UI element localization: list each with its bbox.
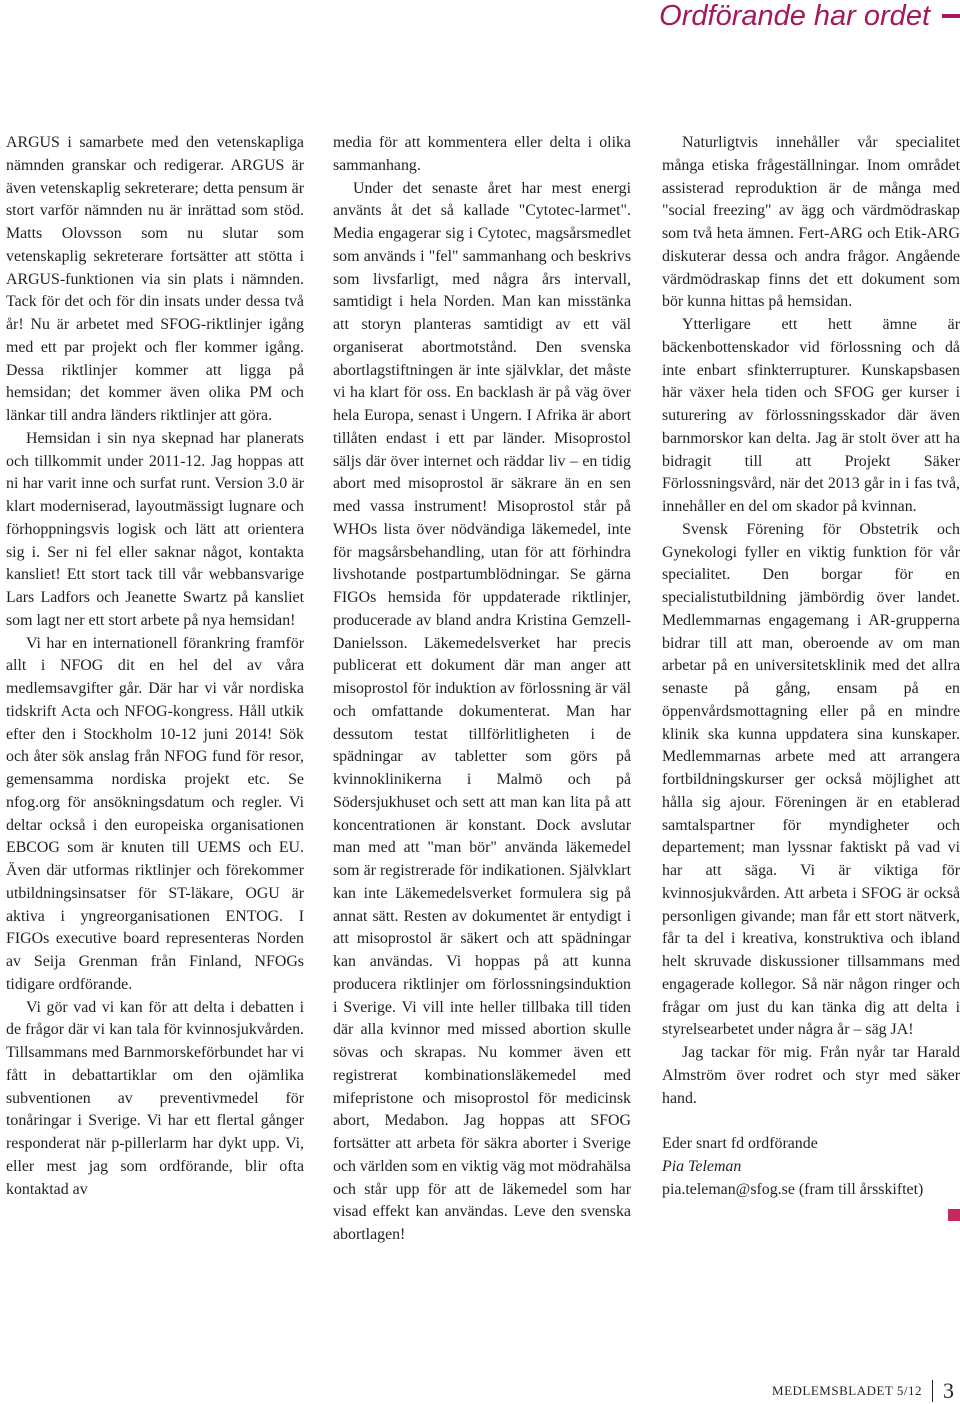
section-title-text: Ordförande har ordet xyxy=(659,0,930,32)
article-column-1 xyxy=(6,132,304,1201)
publication-name: MEDLEMSBLADET 5/12 xyxy=(772,1383,922,1398)
paragraph: ARGUS i samarbete med den vetenskapliga nämnden granskar och redigerar. ARGUS är även vetenskaplig sekreterare; detta pensum är stort varför nämnden nu är inrättad som stöd. Matts Olovsson som nu slutar som vetenskaplig sekreterare fortsätter att stötta i ARGUS-funktionen via sin plats i nämnden. Tack för det och för din insats under dessa två år! Nu är arbetet med SFOG-riktlinjer igång med ett par projekt och fler kommer igång. Dessa riktlinjer kommer att ligga på hemsidan; det kommer även olika PM och länkar till andra länders riktlinjer att göra. xyxy=(6,134,304,424)
title-dash-mark xyxy=(942,14,960,18)
paragraph: Ytterligare ett hett ämne är bäckenbottenskador vid förlossning och då inte enbart sfinkterrupturer. Kunskapsbasen här växer hela tiden och SFOG ger kurser i suturering av förlossningsskador där även barnmorskor kan delta. Jag är stolt över att ha bidragit till att Projekt Säker Förlossningsvård, när det 2013 går in i fas två, innehåller en del om skador på kvinnan. xyxy=(662,316,960,515)
paragraph: Naturligtvis innehåller vår specialitet många etiska frågeställningar. Inom området assisterad reproduktion är de många med "social freezing" av ägg och värdmödraskap som två heta ämnen. Fert-ARG och Etik-ARG diskuterar dessa och andra frågor. Angående värdmödraskap finns det ett dokument som bör kunna hittas på hemsidan. xyxy=(662,134,960,311)
paragraph: Vi har en internationell förankring framför allt i NFOG dit en hel del av våra medlemsavgifter går. Där har vi vår nordiska tidskrift Acta och NFOG-kongress. Håll utkik efter den i Stockholm 10-12 juni 2014! Sök och åter sök anslag från NFOG fund för resor, gemensamma nordiska projekt etc. Se nfog.org för ansökningsdatum och regler. Vi deltar också i den europeiska organisationen EBCOG som är knuten till UEMS och EU. Även där utformas riktlinjer och förekommer utbildningsinsatser för ST-läkare, OGU är aktiva i yngreorganisationen ENTOG. I FIGOs executive board representeras Norden av Seija Grenman från Finland, NFOGs tidigare ordförande. xyxy=(6,634,304,993)
page-footer xyxy=(772,1378,954,1404)
paragraph: Jag tackar för mig. Från nyår tar Harald Almström över rodret och styr med säker hand. xyxy=(662,1044,960,1107)
email-line: pia.teleman@sfog.se (fram till årsskiftet) xyxy=(662,1180,924,1198)
signoff-line: Eder snart fd ordförande xyxy=(662,1135,818,1152)
article-column-2 xyxy=(333,132,631,1247)
spacer xyxy=(662,1110,960,1133)
page-number: 3 xyxy=(943,1378,954,1403)
paragraph: Vi gör vad vi kan för att delta i debatten i de frågor där vi kan tala för kvinnosjukvården. Tillsammans med Barnmorskeförbundet har vi fått in debattartiklar om den ojämlika subventionen av preventivmedel för tonåringar i Sverige. Vi har ett flertal gånger responderat när p-pillerlarm har dykt upp. Vi, eller mest jag som ordförande, blir ofta kontaktad av xyxy=(6,998,304,1198)
paragraph: Svensk Förening för Obstetrik och Gynekologi fyller en viktig funktion för vår specialitet. Den borgar för en specialistutbildning jämbördig över landet. Medlemmarnas engagemang i AR-grupperna bidrar till att man, oberoende av om man arbetar på en universitetsklinik med det allra senaste på gång, ensam på en öppenvårdsmottagning eller på en mindre klinik ska kunna uppdatera sina kunskaper. Medlemmarnas arbete med att arrangera fortbildningskurser ger också möjlighet att hålla sig ajour. Föreningen är en etablerad samtalspartner för myndigheter och departement; man lyssnar faktiskt på vad vi har att säga. Vi är viktiga för kvinnosjukvården. Att arbeta i SFOG är också personligen givande; man får ett stort nätverk, får ta del i kreativa, konstruktiva och ibland helt skruvade diskussioner tillsammans med engagerade kollegor. Så när någon ringer och frågar om just du kan tänka dig att delta i styrelsearbetet under några år – säg JA! xyxy=(662,520,960,1039)
signature-name: Pia Teleman xyxy=(662,1157,742,1175)
paragraph: media för att kommentera eller delta i olika sammanhang. xyxy=(333,134,631,174)
paragraph: Hemsidan i sin nya skepnad har planerats och tillkommit under 2011-12. Jag hoppas att ni har varit inne och surfat runt. Version 3.0 är klart moderniserad, layoutmässigt lugnare och förhoppningsvis logisk och lätt att orientera sig i. Ser ni fel eller saknar något, kontakta kansliet! Ett stort tack till vår webbansvarige Lars Ladfors och Jeanette Swartz på kansliet som lagt ner ett stort arbete på nya hemsidan! xyxy=(6,429,304,629)
article-column-3 xyxy=(662,132,960,1221)
article-end-square-icon xyxy=(948,1209,960,1221)
page-section-title xyxy=(560,0,960,32)
paragraph: Under det senaste året har mest energi använts åt det så kallade "Cytotec-larmet". Media engagerar sig i Cytotec, magsårsmedlet som används i "fel" sammanhang och beskrivs som livsfarligt, med några års intervall, samtidigt i hela Norden. Man kan misstänka att storyn planteras samtidigt av ett väl organiserat abortmotstånd. Den svenska abortlagstiftningen är inte självklar, det måste vi ha klart för oss. En backlash är på väg över hela Europa, senast i Ungern. I Afrika är abort tillåten endast i ett par länder. Misoprostol säljs där över internet och räddar liv – en tidig abort med misoprostol är säkrare än en sen med vassa instrument! Misoprostol står på WHOs lista över nödvändiga läkemedel, inte för magsårsbehandling, utan för att förhindra livshotande postpartumblödningar. Se gärna FIGOs hemsida för uppdaterade riktlinjer, producerade av bland andra Kristina Gemzell-Danielsson. Läkemedelsverket har precis publicerat ett dokument där man anger att misoprostol för induktion av förlossning är väl och omfattande dokumenterat. Man har dessutom testat tillförlitligheten i de spädningar av tabletter som görs på kvinnoklinikerna i Malmö och på Södersjukhuset och sett att man kan lita på att koncentrationen är konstant. Dock avslutar man med att "man bör" använda läkemedel som är registrerade för indikationen. Självklart kan inte Läkemedelsverket formulera sig på annat sätt. Resten av dokumentet är entydigt i att misoprostol är säkert och att spädningar kan användas. Vi hoppas på att kunna producera riktlinjer om förlossningsinduktion i Sverige. Vi vill inte heller tillbaka till tiden där alla kvinnor med missed abortion skulle sövas och skrapas. Nu kommer även ett registrerat kombinationsläkemedel med mifepristone och misoprostol för medicinsk abort, Medabon. Jag hoppas att SFOG fortsätter att arbeta för säkra aborter i Sverige och världen som en viktig väg mot mödrahälsa och står upp för att de läkemedel som har visad effekt kan användas. Leve den svenska abortlagen! xyxy=(333,179,631,1243)
